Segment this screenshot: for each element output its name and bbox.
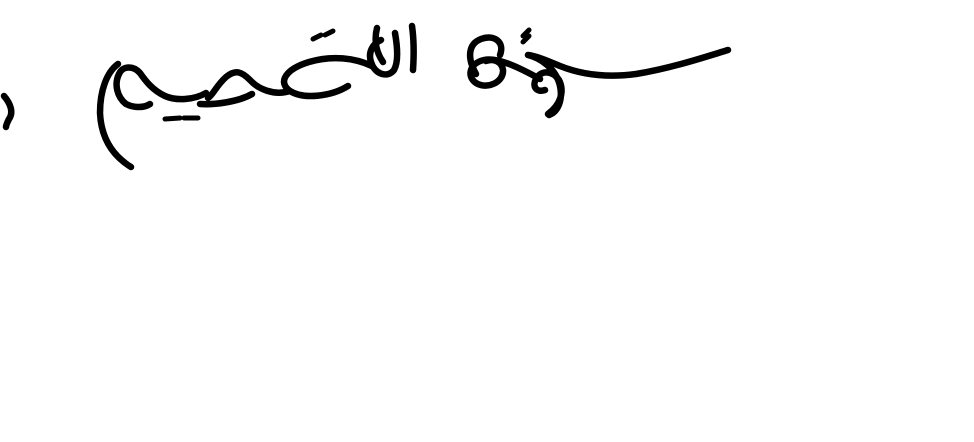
stroke-ta <box>376 28 383 62</box>
stroke-sad <box>284 58 372 96</box>
handwriting-strokes <box>4 26 728 167</box>
stroke-alef <box>412 26 414 70</box>
stroke-stray-mark <box>4 96 11 127</box>
dot-ta-1 <box>313 35 321 39</box>
dot-ta-2 <box>325 31 333 35</box>
stroke-final-meem <box>117 68 206 108</box>
dot-ya-1 <box>165 118 180 119</box>
stroke-waw <box>470 59 540 85</box>
stroke-final-qaf <box>470 37 501 74</box>
